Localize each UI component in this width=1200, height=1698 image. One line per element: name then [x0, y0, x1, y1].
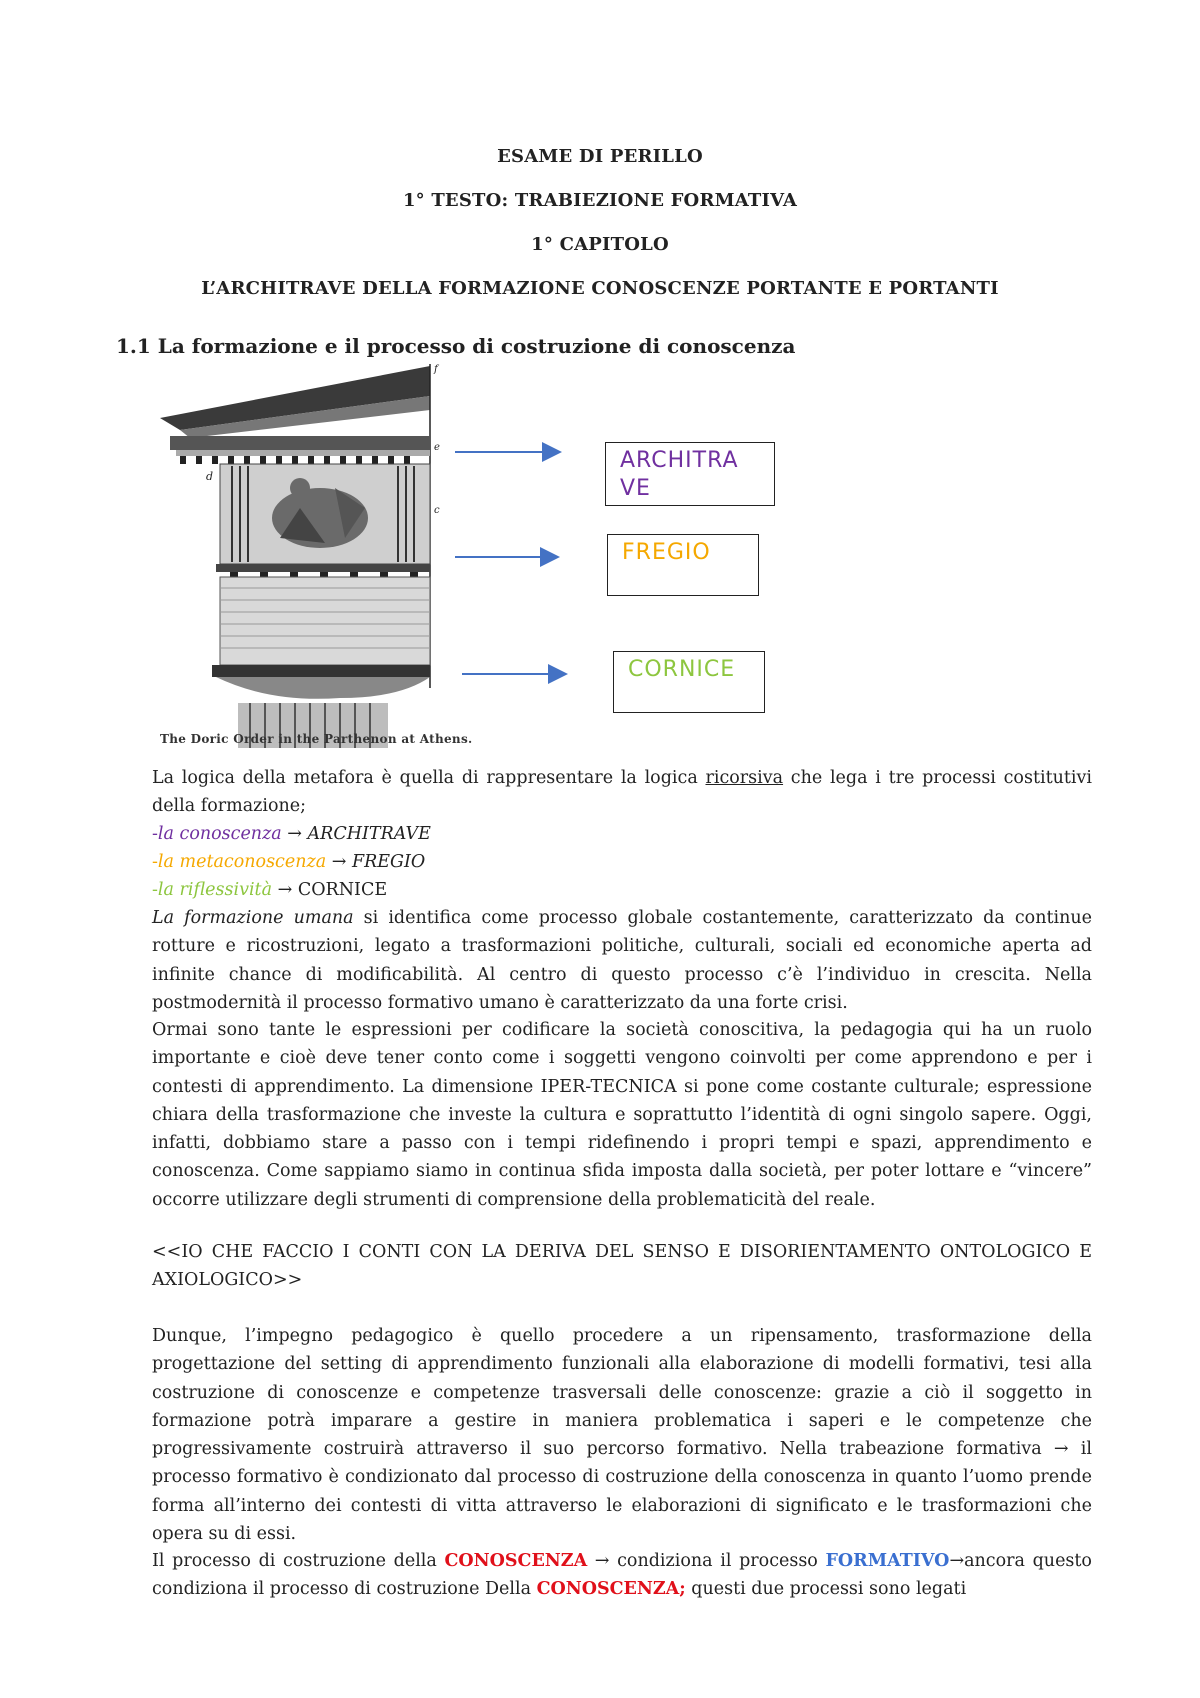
document-title: ESAME DI PERILLO — [497, 146, 703, 167]
list-item-conoscenza: -la conoscenza → ARCHITRAVE — [152, 824, 431, 844]
list-item-metaconoscenza: -la metaconoscenza → FREGIO — [152, 852, 426, 872]
cornice-box: CORNICE — [613, 651, 765, 713]
letter-f: f — [434, 364, 438, 375]
section-heading: 1.1 La formazione e il processo di costruzione di conoscenza — [116, 334, 796, 358]
cornice-band — [170, 436, 430, 450]
capital-echinus — [216, 677, 430, 699]
paragraph-societa-conoscitiva: Ormai sono tante le espressioni per codificare la società conoscitiva, la pedagogia qui ha un ruolo importante e cioè deve tener conto come i soggetti vengono coinvolti per come apprendono e per i contesti di apprendimento. La dimensione IPER-TECNICA si pone come costante culturale; espressione chiara della trasformazione che investe la cultura e soprattutto l’identità di ogni singolo sapere. Oggi, infatti, dobbiamo stare a passo con i tempi ridefinendo i propri tempi e spazi, apprendimento e conoscenza. Come sappiamo siamo in continua sfida imposta dalla società, per poter lottare e “vincere” occorre utilizzare degli strumenti di comprensione della problematicità del reale. — [152, 1020, 1092, 1210]
architrave-box: ARCHITRA VE — [605, 442, 775, 506]
arrows — [440, 430, 580, 690]
paragraph-metaphor: La logica della metafora è quella di rappresentare la logica ricorsiva che lega i tre processi costitutivi della formazione; — [152, 768, 1092, 817]
paragraph-formazione-umana: La formazione umana si identifica come processo globale costantemente, caratterizzato da continue rotture e ricostruzioni, legato a trasformazioni politiche, culturali, sociali ed economiche aperta ad infinite chance di modificabilità. Al centro di questo processo c’è l’individuo in crescita. Nella postmodernità il processo formativo umano è caratterizzato da una forte crisi. — [152, 908, 1092, 1013]
paragraph-impegno-pedagogico: Dunque, l’impegno pedagogico è quello procedere a un ripensamento, trasformazione della progettazione del setting di apprendimento funzionali alla elaborazione di modelli formativi, tesi alla costruzione di conoscenze e competenze trasversali delle conoscenze: grazie a ciò il soggetto in formazione potrà imparare a gestire in maniera problematica i saperi e le competenze che progressivamente costruirà attraverso il suo percorso formativo. Nella trabeazione formativa → il processo formativo è condizionato dal processo di costruzione della conoscenza in quanto l’uomo prende forma all’interno dei contesti di vitta attraverso le elaborazioni di significato e le trasformazioni che opera su di essi. — [152, 1326, 1092, 1545]
chapter-label: 1° CAPITOLO — [531, 234, 669, 255]
architrave-band — [220, 577, 430, 665]
paragraph-processo-costruzione: Il processo di costruzione della CONOSCENZA → condiziona il processo FORMATIVO→ancora questo condiziona il processo di costruzione Della CONOSCENZA; questi due processi sono legati — [152, 1551, 1092, 1600]
letter-e: e — [434, 442, 440, 453]
chapter-title: L’ARCHITRAVE DELLA FORMAZIONE CONOSCENZE PORTANTE E PORTANTI — [201, 278, 999, 299]
text-subtitle: 1° TESTO: TRABIEZIONE FORMATIVA — [402, 190, 798, 211]
figure-caption: The Doric Order in the Parthenon at Athens. — [160, 732, 473, 746]
list-item-riflessivita: -la riflessività → CORNICE — [152, 880, 388, 900]
quote-block: <<IO CHE FACCIO I CONTI CON LA DERIVA DEL SENSO E DISORIENTAMENTO ONTOLOGICO E AXIOLOGICO>> — [152, 1242, 1092, 1291]
letter-d: d — [206, 470, 214, 483]
fregio-box: FREGIO — [607, 534, 759, 596]
letter-c: c — [434, 505, 440, 516]
doric-order-illustration — [150, 358, 450, 748]
